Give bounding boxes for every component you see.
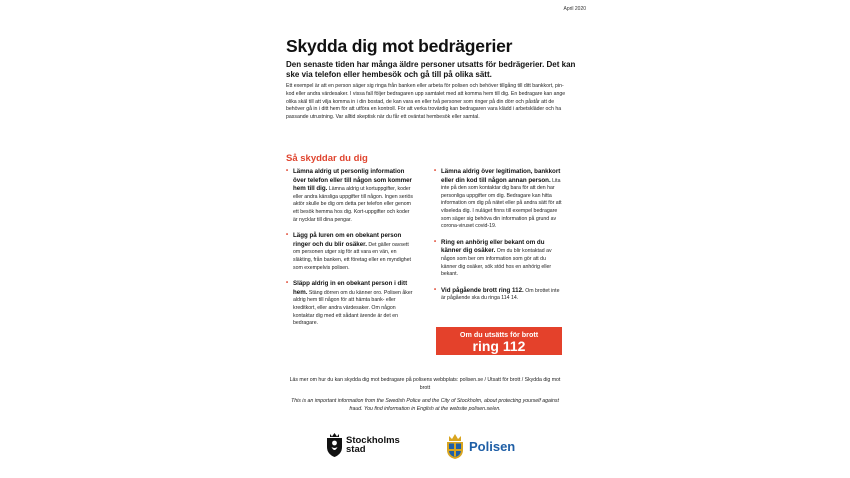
advice-body: Det gäller oavsett om personen utger sig för att vara en vän, en släkting, från banken, ett företag eller en myndighet som exempelvis polisen. <box>293 241 411 271</box>
advice-body: Om du blir kontaktad av någon som ber om information som gör att du känner dig osäker, sök stöd hos en anhörig eller bekant. <box>441 248 552 278</box>
document-date: April 2020 <box>563 6 586 12</box>
advice-item <box>434 168 562 231</box>
advice-item <box>434 239 562 279</box>
bullet-icon: • <box>286 168 289 174</box>
english-note: This is an important information from the Swedish Police and the City of Stockholm, about protecting yourself against fraud. You find information in English at the website polisen.se/en. <box>291 398 559 412</box>
advice-item <box>286 232 414 272</box>
police-emblem-icon <box>444 432 466 460</box>
polisen-logo <box>444 432 515 460</box>
intro-paragraph: Ett exempel är att en person säger sig ringa från banken eller arbeta för polisen och behöver tillgång till ditt bankkort, pin-kod eller andra värdesaker. I vissa fall följer bedragaren upp samtalet med att komma hem till dig. En bedragare kan ange olika skäl till att vilja komma in i din bostad, de kan vara en eller två personer som ringer på din dörr och påstår att de behöver gå in i ditt hem för att utföra en kontroll. För att verka trovärdig kan bedragaren vara klädd i arbetskläder och ha passande utrustning. Var alltid skeptisk när du får ett oväntat hembesök eller samtal. <box>286 83 566 121</box>
advice-item <box>434 287 562 303</box>
flyer-page <box>258 0 592 478</box>
advice-heading: Ring en anhörig eller bekant om du känner dig osäker. <box>441 238 545 255</box>
advice-heading: Lägg på luren om en obekant person ringer och du blir osäker. <box>293 232 402 248</box>
section-heading: Så skyddar du dig <box>286 153 368 164</box>
advice-heading: Lämna aldrig över legitimation, bankkort eller din kod till någon annan person. <box>441 168 561 184</box>
advice-item <box>286 280 414 328</box>
advice-body: Lita inte på den som kontaktar dig bara för att den har personliga uppgifter om dig. Bedragare kan hitta information om dig på nätet eller på andra sätt för att vilseleda dig. I nuläget finns till exempel bedragare som säger sig behöva din information på grund av corona-viruset covid-19. <box>441 177 562 230</box>
advice-heading: Släpp aldrig in en obekant person i ditt hem. <box>293 280 408 296</box>
advice-column-right <box>434 168 562 311</box>
advice-heading: Vid pågående brott ring 112. <box>441 286 524 294</box>
stockholm-wordmark-line1: Stockholms <box>346 434 400 446</box>
advice-heading: Lämna aldrig ut personlig information över telefon eller till någon som kommer hem till dig. <box>293 168 412 193</box>
polisen-wordmark: Polisen <box>469 438 516 454</box>
lead-paragraph: Den senaste tiden har många äldre personer utsatts för bedrägerier. Det kan ske via telefon eller hembesök och gå till på olika sätt. <box>286 60 576 79</box>
page-title: Skydda dig mot bedrägerier <box>286 36 513 56</box>
bullet-icon: • <box>286 280 289 287</box>
more-info-text: Läs mer om hur du kan skydda dig mot bedragare på polisens webbplats: polisen.se / Utsatt för brott / Skydda dig mot brott <box>289 377 561 391</box>
stockholm-stad-logo <box>326 432 400 458</box>
advice-body: Stäng dörren om du känner oro. Polisen åker aldrig hem till någon för att hämta bank- eller kreditkort, eller andra värdesaker. Om någon kontaktar dig med ett sådant ärende är det en bedragare. <box>293 289 413 327</box>
emergency-callout <box>436 327 562 355</box>
bullet-icon: • <box>434 286 437 293</box>
bullet-icon: • <box>286 232 289 239</box>
bullet-icon: • <box>434 238 437 245</box>
advice-column-left <box>286 168 414 336</box>
advice-body: Lämna aldrig ut kortuppgifter, koder eller andra känsliga uppgifter till någon. Ingen seriös aktör skulle be dig om detta per telefon eller genom ett besök hemma hos dig. Kort-uppgifter och koder är nycklar till dina pengar. <box>293 186 413 223</box>
stockholm-wordmark-line2: stad <box>346 444 366 455</box>
advice-body: Om brottet inte är pågående ska du ringa 114 14. <box>441 287 560 302</box>
stockholm-crown-icon <box>326 432 343 458</box>
stockholm-wordmark <box>346 436 400 455</box>
bullet-icon: • <box>434 168 437 174</box>
advice-item <box>286 168 414 224</box>
emergency-number: ring 112 <box>472 338 526 354</box>
emergency-callout-text: Om du utsätts för brott <box>459 330 539 339</box>
